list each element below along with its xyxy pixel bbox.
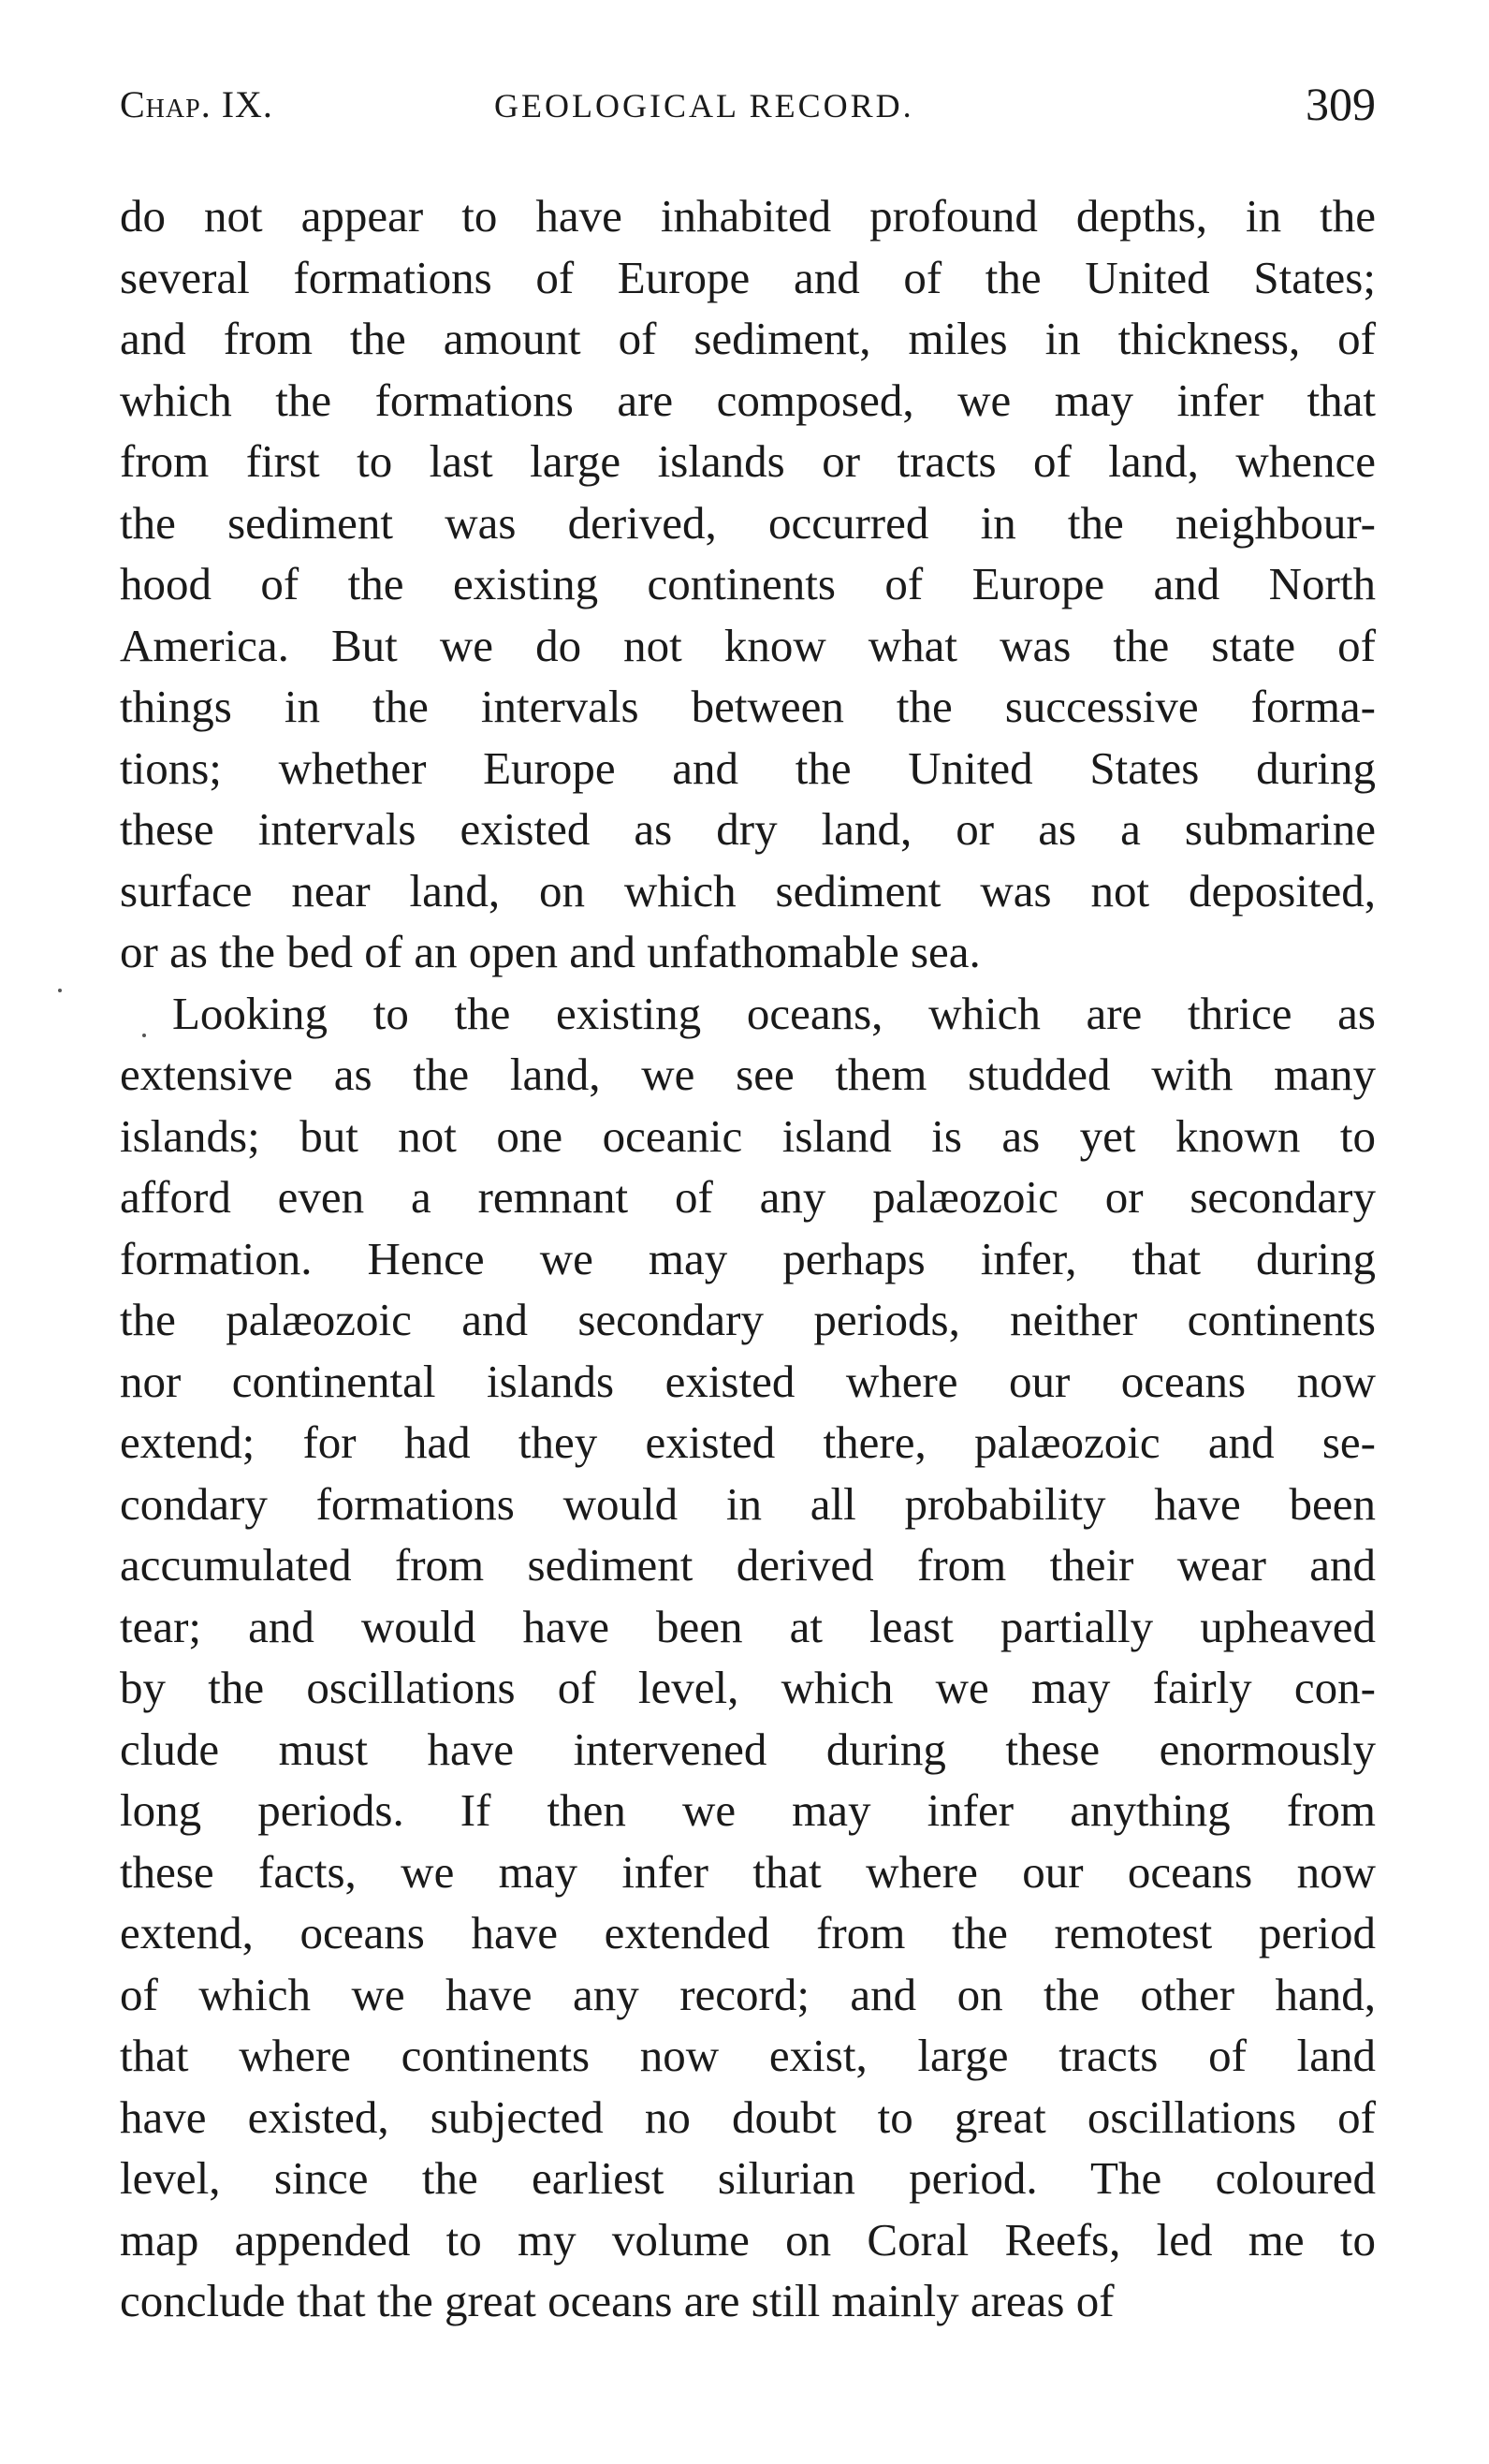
text-line: by the oscillations of level, which we may fairly con- [120,1662,1376,1713]
text-line: hood of the existing continents of Europe and North [120,558,1376,609]
text-line: conclude that the great oceans are still mainly areas of [120,2275,1115,2326]
page-number: 309 [1306,78,1376,130]
text-line: extensive as the land, we see them studded with many [120,1049,1376,1100]
paragraph [120,983,1376,2332]
text-line: accumulated from sediment derived from their wear and [120,1539,1376,1591]
text-line: and from the amount of sediment, miles in thickness, of [120,313,1376,364]
text-line: nor continental islands existed where our oceans now [120,1355,1376,1407]
text-line: map appended to my volume on Coral Reefs, led me to [120,2213,1376,2266]
print-speck [142,1034,146,1037]
text-line: tear; and would have been at least partially upheaved [120,1600,1376,1652]
text-line: formation. Hence we may perhaps infer, that during [120,1232,1376,1284]
body-text [120,185,1376,2332]
text-line: the palæozoic and secondary periods, neither continents [120,1294,1376,1345]
text-line: things in the intervals between the successive forma- [120,681,1376,732]
text-line: do not appear to have inhabited profound depths, in the [120,190,1376,242]
text-line: the sediment was derived, occurred in the neighbour- [120,496,1376,549]
text-line: America. But we do not know what was the state of [120,619,1376,671]
text-line: from first to last large islands or tracts of land, whence [120,435,1376,487]
text-line: afford even a remnant of any palæozoic or secondary [120,1171,1376,1223]
running-head [120,77,1376,142]
text-line: of which we have any record; and on the other hand, [120,1968,1376,2020]
running-title: GEOLOGICAL RECORD. [494,87,914,125]
text-line: tions; whether Europe and the United States during [120,741,1376,794]
text-line: which the formations are composed, we may infer that [120,374,1376,426]
text-line: that where continents now exist, large tracts of land [120,2030,1376,2081]
text-line: these intervals existed as dry land, or as a submarine [120,803,1376,855]
text-line: extend, oceans have extended from the remotest period [120,1907,1376,1958]
text-line: several formations of Europe and of the United States; [120,251,1376,303]
text-line: condary formations would in all probability have been [120,1477,1376,1530]
text-line: surface near land, on which sediment was not deposited, [120,864,1376,917]
text-line: islands; but not one oceanic island is as yet known to [120,1109,1376,1162]
text-line: Looking to the existing oceans, which are thrice as [172,987,1376,1039]
text-line: these facts, we may infer that where our oceans now [120,1845,1376,1898]
text-line: have existed, subjected no doubt to great oscillations of [120,2090,1376,2143]
chapter-label: Chap. IX. [120,83,273,125]
print-speck [58,989,62,992]
text-line: or as the bed of an open and unfathomable sea. [120,926,981,977]
text-line: level, since the earliest silurian period. The coloured [120,2152,1376,2204]
text-line: extend; for had they existed there, palæozoic and se- [120,1416,1376,1468]
text-line: clude must have intervened during these enormously [120,1723,1376,1775]
text-line: long periods. If then we may infer anything from [120,1784,1376,1836]
paragraph [120,185,1376,983]
